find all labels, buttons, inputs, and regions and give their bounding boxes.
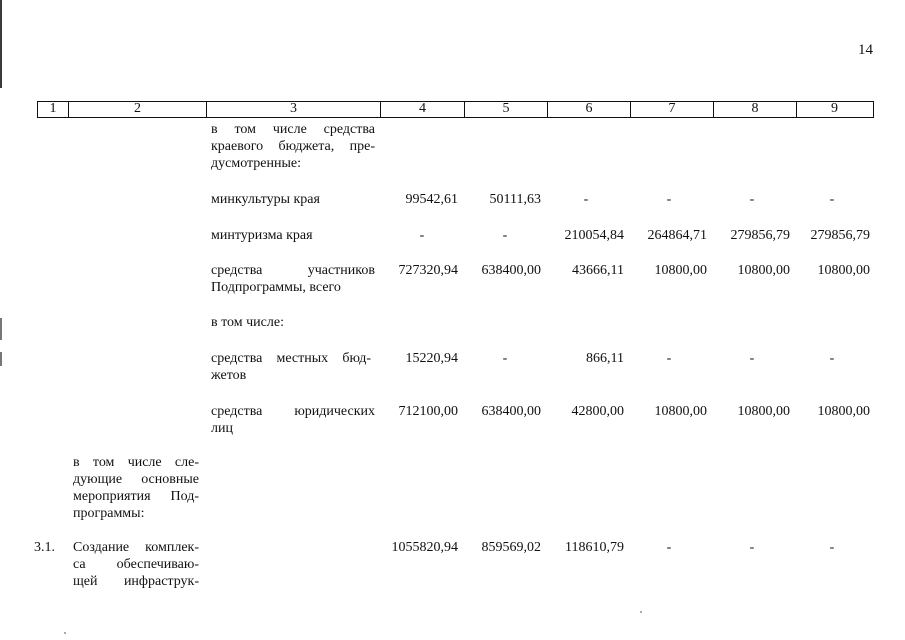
header-cell: 4 xyxy=(380,102,464,117)
cell-col7: - xyxy=(666,192,672,207)
cell-col9: 10800,00 xyxy=(817,263,870,278)
cell-col8: 10800,00 xyxy=(737,263,790,278)
cell-col7: - xyxy=(666,540,672,555)
cell-col4: 1055820,94 xyxy=(391,540,458,555)
cell-col9: 279856,79 xyxy=(810,228,870,243)
row-number: 3.1. xyxy=(34,540,55,555)
cell-col9: 10800,00 xyxy=(817,404,870,419)
row-label-line: в том числе сле- xyxy=(73,455,199,470)
cell-col9: - xyxy=(829,351,835,366)
row-label: минтуризма края xyxy=(211,228,313,243)
header-cell: 6 xyxy=(547,102,630,117)
cell-col6: 43666,11 xyxy=(572,263,624,278)
scan-left-mark xyxy=(0,318,2,340)
header-cell: 8 xyxy=(713,102,796,117)
page-number: 14 xyxy=(858,42,873,58)
header-cell: 2 xyxy=(68,102,206,117)
cell-col8: - xyxy=(749,540,755,555)
cell-col4: 712100,00 xyxy=(398,404,458,419)
cell-col6: 118610,79 xyxy=(565,540,624,555)
scan-speck xyxy=(64,632,66,634)
row-label: минкультуры края xyxy=(211,192,320,207)
row-label-line: в том числе средства xyxy=(211,122,375,137)
row-label-line: Создание комплек- xyxy=(73,540,199,555)
cell-col6: 210054,84 xyxy=(564,228,624,243)
cell-col5: 638400,00 xyxy=(481,404,541,419)
row-label-line: щей инфраструк- xyxy=(73,574,199,589)
cell-col8: - xyxy=(749,192,755,207)
cell-col8: 279856,79 xyxy=(730,228,790,243)
cell-col4: 727320,94 xyxy=(398,263,458,278)
cell-col4: 99542,61 xyxy=(405,192,458,207)
cell-col7: 10800,00 xyxy=(654,263,707,278)
cell-col5: - xyxy=(502,351,508,366)
header-cell: 5 xyxy=(464,102,547,117)
row-label-line: средства юридических xyxy=(211,404,375,419)
cell-col5: 859569,02 xyxy=(481,540,541,555)
cell-col7: - xyxy=(666,351,672,366)
cell-col6: 866,11 xyxy=(586,351,624,366)
cell-col8: - xyxy=(749,351,755,366)
cell-col7: 10800,00 xyxy=(654,404,707,419)
cell-col4: - xyxy=(419,228,425,243)
cell-col6: - xyxy=(583,192,589,207)
header-cell: 3 xyxy=(206,102,380,117)
row-label-line: мероприятия Под- xyxy=(73,489,199,504)
row-label-line: программы: xyxy=(73,506,145,521)
cell-col8: 10800,00 xyxy=(737,404,790,419)
row-label-line: жетов xyxy=(211,368,247,383)
cell-col9: - xyxy=(829,540,835,555)
cell-col6: 42800,00 xyxy=(571,404,624,419)
cell-col5: - xyxy=(502,228,508,243)
scan-left-edge xyxy=(0,0,2,88)
cell-col5: 50111,63 xyxy=(489,192,541,207)
row-label: в том числе: xyxy=(211,315,284,330)
header-cell: 9 xyxy=(796,102,872,117)
cell-col9: - xyxy=(829,192,835,207)
cell-col5: 638400,00 xyxy=(481,263,541,278)
header-cell: 7 xyxy=(630,102,713,117)
scan-speck xyxy=(640,611,642,613)
row-label-line: средства местных бюд- xyxy=(211,351,371,366)
row-label-line: лиц xyxy=(211,421,233,436)
row-label-line: Подпрограммы, всего xyxy=(211,280,341,295)
row-label-line: средства участников xyxy=(211,263,375,278)
header-cell: 1 xyxy=(49,101,57,116)
row-label-line: краевого бюджета, пре- xyxy=(211,139,375,154)
table-header-row xyxy=(37,101,874,118)
row-label-line: са обеспечиваю- xyxy=(73,557,199,572)
scan-left-mark xyxy=(0,352,2,366)
row-label-line: дующие основные xyxy=(73,472,199,487)
cell-col7: 264864,71 xyxy=(647,228,707,243)
cell-col4: 15220,94 xyxy=(405,351,458,366)
row-label-line: дусмотренные: xyxy=(211,156,302,171)
